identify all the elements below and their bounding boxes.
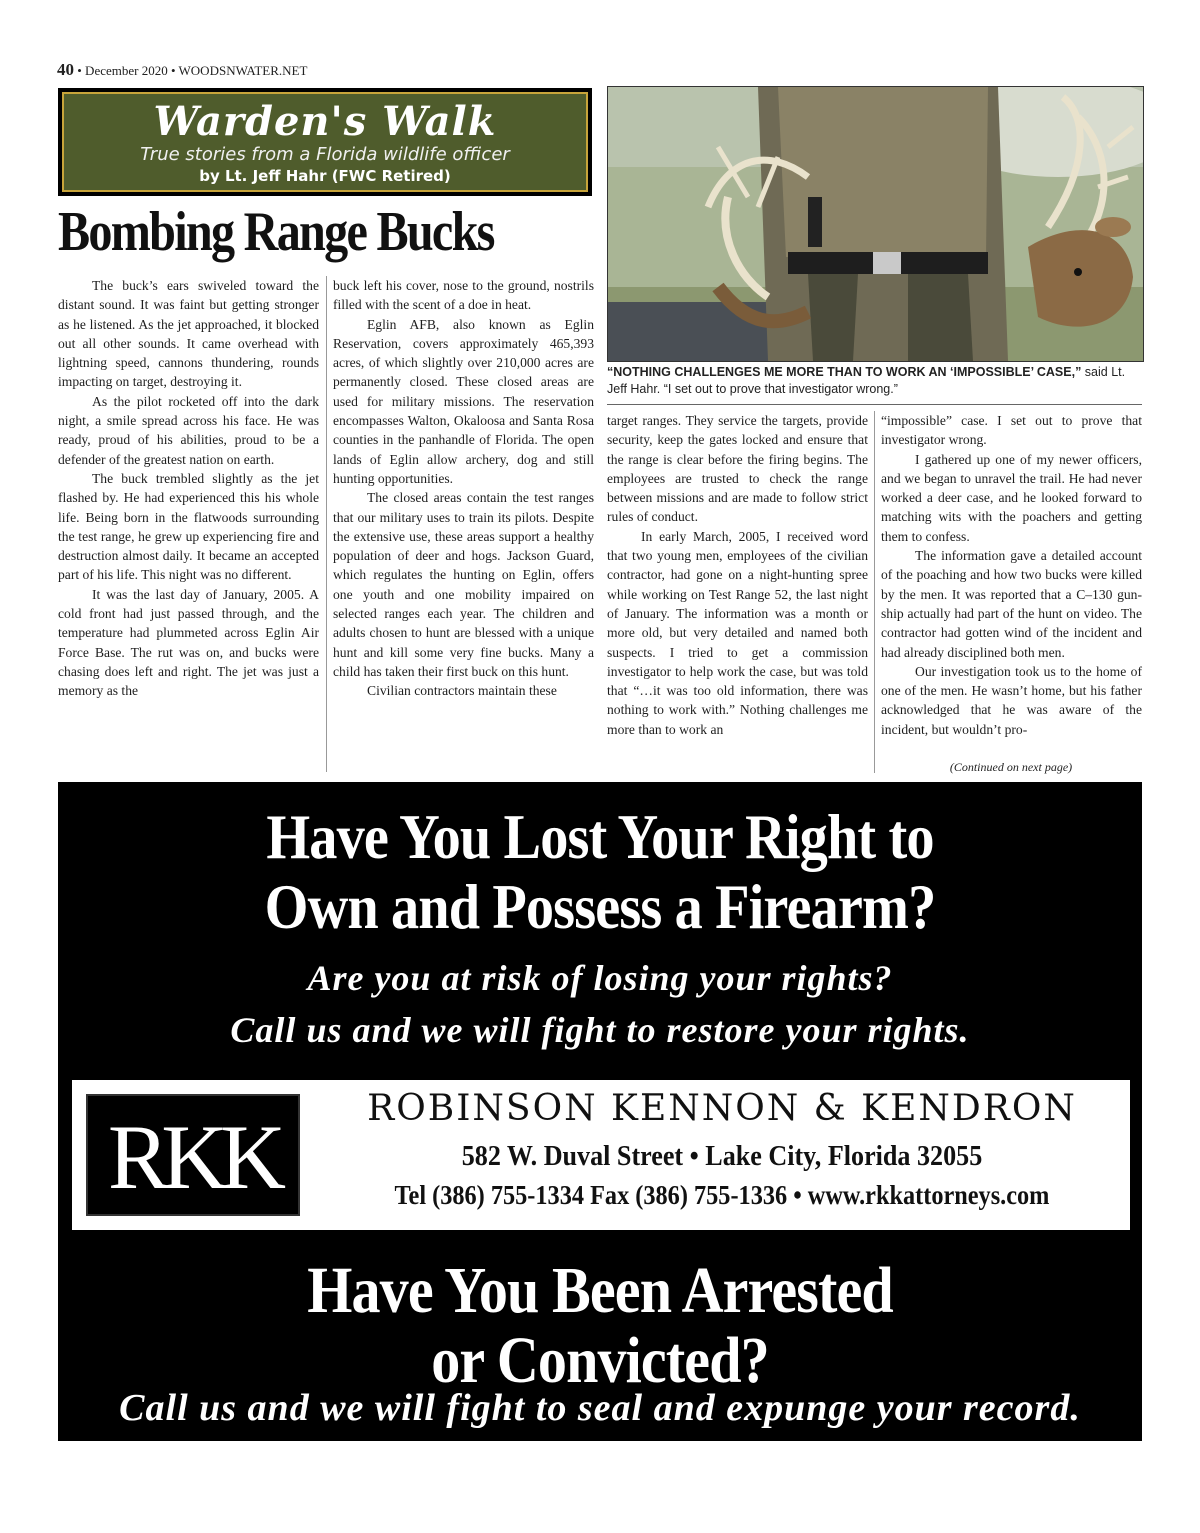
firm-contact: Tel (386) 755-1334 Fax (386) 755-1336 • www.rkkattorneys.com bbox=[394, 1180, 1050, 1210]
article-column-3 bbox=[607, 411, 868, 739]
column-title: Warden's Walk bbox=[153, 98, 497, 145]
paragraph: Eglin AFB, also known as Eglin Reservation, covers approximately 465,393 acres, of which slightly over 210,000 acres are permanently closed. These closed areas are used for military missions. The reservation encompasses Walton, Okaloosa and Santa Rosa counties in the panhandle of Florida. The open lands of Eglin allow archery, dog and still hunting opportunities. bbox=[333, 316, 594, 486]
ad-subhead-2: Call us and we will fight to restore your rights. bbox=[230, 1010, 970, 1050]
column-banner-inner bbox=[62, 92, 588, 192]
ad-headline-line-2: Own and Possess a Firearm? bbox=[264, 871, 936, 942]
paragraph: The buck trembled slightly as the jet flashed by. He had experienced this his whole life. Being born in the flatwoods surrounding the test range, he grew up experiencing fire and destruction almost daily. It became an accepted part of his life. This night was no different. bbox=[58, 470, 319, 583]
ad-footer: Call us and we will fight to seal and expunge your record. bbox=[119, 1387, 1081, 1429]
article-headline: Bombing Range Bucks bbox=[58, 201, 494, 263]
page-folio bbox=[57, 60, 307, 80]
officer-holding-deer-antlers-photo bbox=[608, 87, 1143, 361]
paragraph: The buck’s ears swiveled toward the distant sound. It was faint but getting stronger as he listened. As the jet approached, it blocked out all other sounds. It came overhead with lightning speed, cannons thundering, rounds impacting on target, destroying it. bbox=[58, 278, 319, 390]
column-divider bbox=[874, 411, 875, 773]
firm-name: ROBINSON KENNON & KENDRON bbox=[367, 1088, 1077, 1129]
column-byline: by Lt. Jeff Hahr (FWC Retired) bbox=[199, 167, 451, 185]
paragraph: In early March, 2005, I received word that two young men, employees of the civilian contractor, had gone on a night-hunting spree while working on Test Range 52, the last night of January. The information was a month or more old, but very detailed and named both suspects. I tried to get a commission investigator to help work the case, but was told that “…it was too old information, there was nothing to work with.” Nothing challenges me more than to work an bbox=[607, 528, 868, 737]
article-column-2 bbox=[333, 276, 594, 701]
caption-lead: “NOTHING CHALLENGES ME MORE THAN TO WORK AN ‘IMPOSSIBLE’ CASE,” bbox=[607, 365, 1082, 379]
paragraph: buck left his cover, nose to the ground, nostrils filled with the scent of a doe in heat. bbox=[333, 278, 594, 313]
ad-headline-line-1: Have You Lost Your Right to bbox=[266, 801, 934, 872]
svg-text:RKK: RKK bbox=[107, 1106, 279, 1208]
rkk-logo-mark bbox=[88, 1096, 298, 1214]
paragraph: target ranges. They service the targets, provide security, keep the gates locked and ensure that the range is clear before the firing begins. The employees are trusted to check the range between missions and are made to follow strict rules of conduct. bbox=[607, 413, 868, 525]
column-divider bbox=[326, 276, 327, 772]
paragraph: The information gave a detailed account of the poaching and how two bucks were killed by the men. It was reported that a C–130 gun-ship actually had part of the hunt on video. The contractor had gotten wind of the incident and had already disciplined both men. bbox=[881, 548, 1142, 660]
caption-rest: said Lt. Jeff Hahr. “I set out to prove that investigator wrong.” bbox=[607, 365, 1126, 396]
page-number: 40 bbox=[57, 60, 74, 79]
ad-subhead-1: Are you at risk of losing your rights? bbox=[307, 958, 893, 998]
paragraph: As the pilot rocketed off into the dark night, a smile spread across his face. He was ready, proud of his abilities, proud to be a defender of the greatest nation on earth. bbox=[58, 393, 319, 467]
firm-address: 582 W. Duval Street • Lake City, Florida 32055 bbox=[461, 1140, 983, 1172]
rkk-logo bbox=[86, 1094, 300, 1216]
paragraph: Civilian contractors maintain these bbox=[367, 683, 557, 699]
paragraph: It was the last day of January, 2005. A cold front had just passed through, and the temperature had plummeted across Eglin Air Force Base. The rut was on, and bucks were chasing does left and right. The jet was just a memory as the bbox=[58, 586, 319, 699]
paragraph: The closed areas contain the test ranges that our military uses to train its pilots. Despite the extensive use, these areas support a healthy population of deer and hogs. Jackson Guard, which regulates the hunting on Eglin, offers one youth and one mobility impaired on selected ranges each year. The children and adults chosen to hunt are blessed with a unique hunt and kill some very fine bucks. Many a child has taken their first buck on this hunt. bbox=[333, 490, 594, 679]
photo-caption bbox=[607, 364, 1142, 398]
article-photo bbox=[607, 86, 1144, 362]
firm-contact-box bbox=[72, 1080, 1130, 1230]
column-banner bbox=[58, 88, 592, 196]
article-column-4 bbox=[881, 411, 1142, 739]
column-subtitle: True stories from a Florida wildlife officer bbox=[140, 144, 510, 165]
paragraph: Our investigation took us to the home of one of the men. He wasn’t home, but his father acknowledged that he was aware of the incident, but wouldn’t pro- bbox=[881, 663, 1142, 737]
paragraph: I gathered up one of my newer officers, and we began to unravel the trail. He had never worked a deer case, and he looked forward to matching wits with the poachers and getting them to confess. bbox=[881, 451, 1142, 544]
ad-headline-2 bbox=[123, 1256, 1077, 1396]
issue-line: • December 2020 • WOODSNWATER.NET bbox=[77, 63, 308, 78]
paragraph: “impossible” case. I set out to prove that investigator wrong. bbox=[881, 413, 1142, 448]
article-column-1 bbox=[58, 276, 319, 701]
caption-rule bbox=[607, 404, 1142, 405]
ad-headline-2-line-2: or Convicted? bbox=[431, 1324, 769, 1397]
law-firm-ad bbox=[58, 782, 1142, 1441]
ad-headline-2-line-1: Have You Been Arrested bbox=[307, 1254, 893, 1327]
continued-note: (Continued on next page) bbox=[949, 760, 1073, 774]
